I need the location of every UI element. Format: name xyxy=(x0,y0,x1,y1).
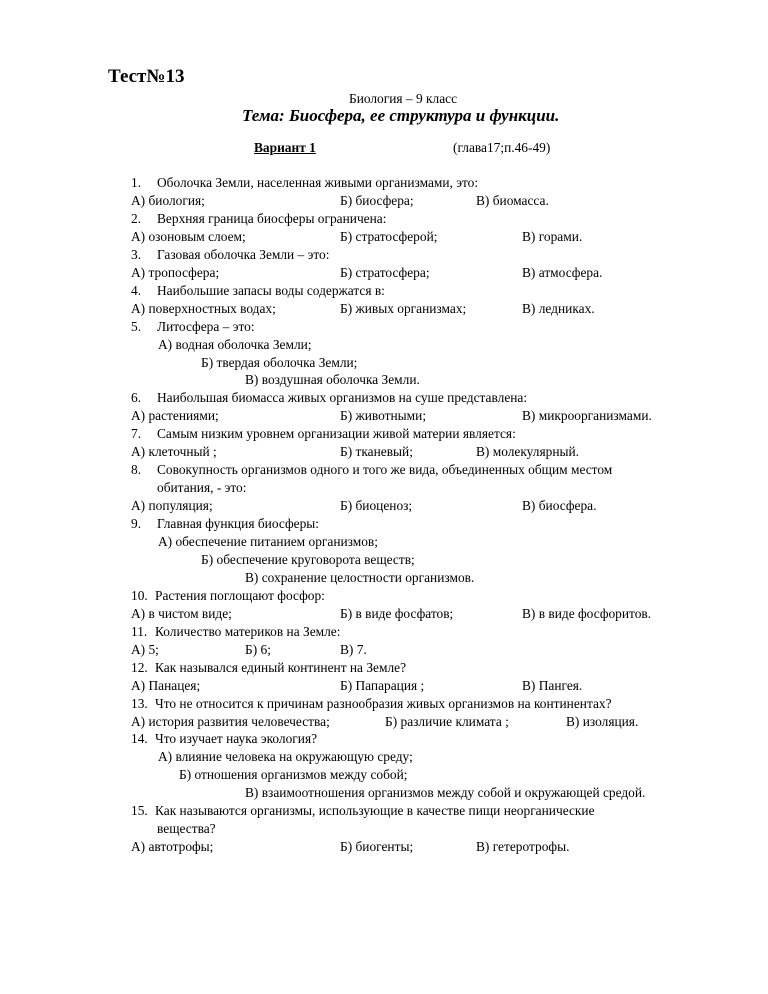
question-number: 3. xyxy=(131,246,142,262)
answer-option: А) поверхностных водах; xyxy=(131,300,276,316)
answer-option: Б) Папарация ; xyxy=(340,677,425,693)
answer-option: Б) отношения организмов между собой; xyxy=(179,767,408,783)
answer-option: А) автотрофы; xyxy=(131,839,214,855)
answer-option: А) популяция; xyxy=(131,498,213,514)
chapter-reference: (глава17;п.46-49) xyxy=(453,140,551,155)
question-number: 15. xyxy=(131,803,148,819)
question-number: 13. xyxy=(131,695,148,711)
question-text: Самым низким уровнем организации живой материи является: xyxy=(157,426,516,442)
answer-option: А) в чистом виде; xyxy=(131,605,232,621)
question-number: 8. xyxy=(131,462,142,478)
question-number: 4. xyxy=(131,282,142,298)
question-text: Оболочка Земли, населенная живыми организмами, это: xyxy=(157,175,479,190)
answer-option: Б) биосфера; xyxy=(340,192,414,208)
answer-option: В) атмосфера. xyxy=(522,264,603,280)
answer-option: Б) биогенты; xyxy=(340,839,414,855)
question-number: 6. xyxy=(131,390,142,406)
question-text: Наибольшие запасы воды содержатся в: xyxy=(157,282,385,298)
answer-option: В) изоляция. xyxy=(566,713,639,729)
test-title: Тест№13 xyxy=(108,66,185,87)
answer-option: Б) стратосферой; xyxy=(340,228,438,244)
question-number: 5. xyxy=(131,318,142,334)
answer-option: В) в виде фосфоритов. xyxy=(522,605,652,621)
question-number: 14. xyxy=(131,731,148,747)
answer-option: В) 7. xyxy=(340,641,367,657)
question-number: 1. xyxy=(131,175,142,190)
answer-option: В) взаимоотношения организмов между собой и окружающей средой. xyxy=(245,785,646,801)
question-text: Как называются организмы, использующие в качестве пищи неорганические xyxy=(155,803,595,819)
answer-option: В) воздушная оболочка Земли. xyxy=(245,372,420,388)
question-text-continued: обитания, - это: xyxy=(157,480,247,496)
question-number: 2. xyxy=(131,210,142,226)
answer-option: А) клеточный ; xyxy=(131,444,217,460)
question-text: Как назывался единый континент на Земле? xyxy=(155,659,407,675)
answer-option: А) водная оболочка Земли; xyxy=(158,336,312,352)
answer-option: В) горами. xyxy=(522,228,583,244)
answer-option: Б) обеспечение круговорота веществ; xyxy=(201,551,415,567)
question-number: 7. xyxy=(131,426,142,442)
question-text: Совокупность организмов одного и того же вида, объединенных общим местом xyxy=(157,462,613,478)
answer-option: Б) животными; xyxy=(340,408,427,424)
answer-option: Б) тканевый; xyxy=(340,444,413,460)
answer-option: А) озоновым слоем; xyxy=(131,228,246,244)
answer-option: А) Панацея; xyxy=(131,677,201,693)
answer-option: В) микроорганизмами. xyxy=(522,408,652,424)
question-text: Наибольшая биомасса живых организмов на суше представлена: xyxy=(157,390,528,406)
answer-option: Б) живых организмах; xyxy=(340,300,467,316)
answer-option: А) влияние человека на окружающую среду; xyxy=(158,749,413,765)
answer-option: Б) в виде фосфатов; xyxy=(340,605,454,621)
answer-option: А) биология; xyxy=(131,192,205,208)
question-text: Газовая оболочка Земли – это: xyxy=(157,246,330,262)
answer-option: В) молекулярный. xyxy=(476,444,579,460)
question-number: 12. xyxy=(131,659,148,675)
question-text: Количество материков на Земле: xyxy=(155,623,341,639)
answer-option: А) обеспечение питанием организмов; xyxy=(158,534,378,549)
question-text: Что изучает наука экология? xyxy=(155,731,318,747)
question-text: Растения поглощают фосфор: xyxy=(155,587,325,603)
question-number: 9. xyxy=(131,516,142,532)
answer-option: Б) 6; xyxy=(245,641,271,657)
question-text: Главная функция биосферы: xyxy=(157,516,319,532)
question-text: Что не относится к причинам разнообразия живых организмов на континентах? xyxy=(155,695,612,711)
question-text: Литосфера – это: xyxy=(157,318,255,334)
answer-option: В) ледниках. xyxy=(522,300,595,316)
answer-option: Б) твердая оболочка Земли; xyxy=(201,354,358,370)
answer-option: В) сохранение целостности организмов. xyxy=(245,569,475,585)
answer-option: А) тропосфера; xyxy=(131,264,220,280)
answer-option: Б) различие климата ; xyxy=(385,713,509,729)
answer-option: В) биосфера. xyxy=(522,498,597,514)
answer-option: А) история развития человечества; xyxy=(131,713,330,729)
question-number: 10. xyxy=(131,587,148,603)
topic-heading: Тема: Биосфера, ее структура и функции. xyxy=(242,106,560,125)
question-text: Верхняя граница биосферы ограничена: xyxy=(157,210,387,226)
question-text-continued: вещества? xyxy=(157,821,216,837)
answer-option: А) 5; xyxy=(131,641,159,657)
answer-option: В) биомасса. xyxy=(476,192,549,208)
subject-line: Биология – 9 класс xyxy=(349,91,458,106)
answer-option: В) Пангея. xyxy=(522,677,583,693)
question-number: 11. xyxy=(131,623,148,639)
answer-option: В) гетеротрофы. xyxy=(476,839,570,855)
answer-option: А) растениями; xyxy=(131,408,219,424)
answer-option: Б) биоценоз; xyxy=(340,498,413,514)
variant-label: Вариант 1 xyxy=(254,140,316,155)
answer-option: Б) стратосфера; xyxy=(340,264,430,280)
